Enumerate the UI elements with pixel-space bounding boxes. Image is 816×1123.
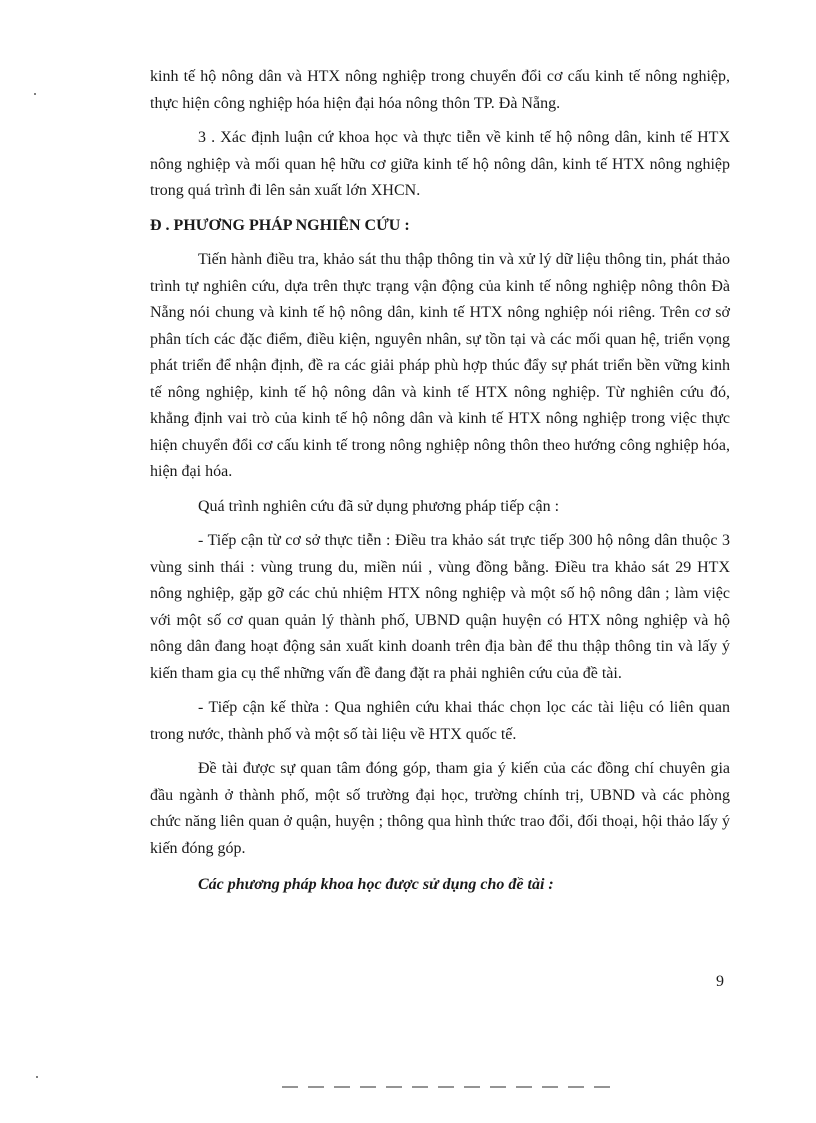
paragraph-inheritance-approach: - Tiếp cận kế thừa : Qua nghiên cứu khai thác chọn lọc các tài liệu có liên quan trong nước, thành phố và một số tài liệu về HTX quốc tế. xyxy=(150,699,730,743)
scan-speck xyxy=(34,93,36,95)
scan-speck xyxy=(36,1076,38,1078)
document-body xyxy=(150,64,730,899)
section-heading-methods: Đ . PHƯƠNG PHÁP NGHIÊN CỨU : xyxy=(150,216,410,234)
paragraph-approach-intro: Quá trình nghiên cứu đã sử dụng phương pháp tiếp cận : xyxy=(198,497,560,515)
paragraph-practical-approach: - Tiếp cận từ cơ sở thực tiễn : Điều tra khảo sát trực tiếp 300 hộ nông dân thuộc 3 vùng sinh thái : vùng trung du, miền núi , vùng đồng bằng. Điều tra khảo sát 29 HTX nông nghiệp, gặp gỡ các chủ nhiệm HTX nông nghiệp và một số hộ nông dân ; làm việc với một số cơ quan quản lý thành phố, UBND quận huyện có HTX nông nghiệp và hộ nông dân đang hoạt động sản xuất kinh doanh trên địa bàn để thu thập thông tin và lấy ý kiến tham gia cụ thể những vấn đề đang đặt ra phải nghiên cứu của đề tài. xyxy=(150,532,730,682)
paragraph-methods-lead: Các phương pháp khoa học được sử dụng cho đề tài : xyxy=(198,876,554,893)
paragraph-continuation: kinh tế hộ nông dân và HTX nông nghiệp trong chuyển đổi cơ cấu kinh tế nông nghiệp, thực hiện công nghiệp hóa hiện đại hóa nông thôn TP. Đà Nẵng. xyxy=(150,68,730,112)
page-number: 9 xyxy=(716,973,724,990)
paragraph-contributions: Đề tài được sự quan tâm đóng góp, tham gia ý kiến của các đồng chí chuyên gia đầu ngành ở thành phố, một số trường đại học, trường chính trị, UBND và các phòng chức năng liên quan ở quận, huyện ; thông qua hình thức trao đổi, đối thoại, hội thảo lấy ý kiến đóng góp. xyxy=(150,760,730,857)
paragraph-method-overview: Tiến hành điều tra, khảo sát thu thập thông tin và xử lý dữ liệu thông tin, phát thảo trình tự nghiên cứu, dựa trên thực trạng vận động của kinh tế nông nghiệp nông thôn Đà Nẵng nói chung và kinh tế hộ nông dân, kinh tế HTX nông nghiệp nói riêng. Trên cơ sở phân tích các đặc điểm, điều kiện, nguyên nhân, sự tồn tại và các mối quan hệ, triển vọng phát triển để nhận định, đề ra các giải pháp phù hợp thúc đẩy sự phát triển bền vững kinh tế nông nghiệp, kinh tế hộ nông dân và kinh tế HTX nông nghiệp. Từ nghiên cứu đó, khẳng định vai trò của kinh tế hộ nông dân và kinh tế HTX nông nghiệp trong việc thực hiện chuyển đổi cơ cấu kinh tế trong nông nghiệp nông thôn theo hướng công nghiệp hóa, hiện đại hóa. xyxy=(150,251,730,480)
paragraph-objective-3: 3 . Xác định luận cứ khoa học và thực tiễn về kinh tế hộ nông dân, kinh tế HTX nông nghiệp và mối quan hệ hữu cơ giữa kinh tế hộ nông dân, kinh tế HTX nông nghiệp trong quá trình đi lên sản xuất lớn XHCN. xyxy=(150,129,730,199)
footer-divider xyxy=(282,1086,612,1088)
